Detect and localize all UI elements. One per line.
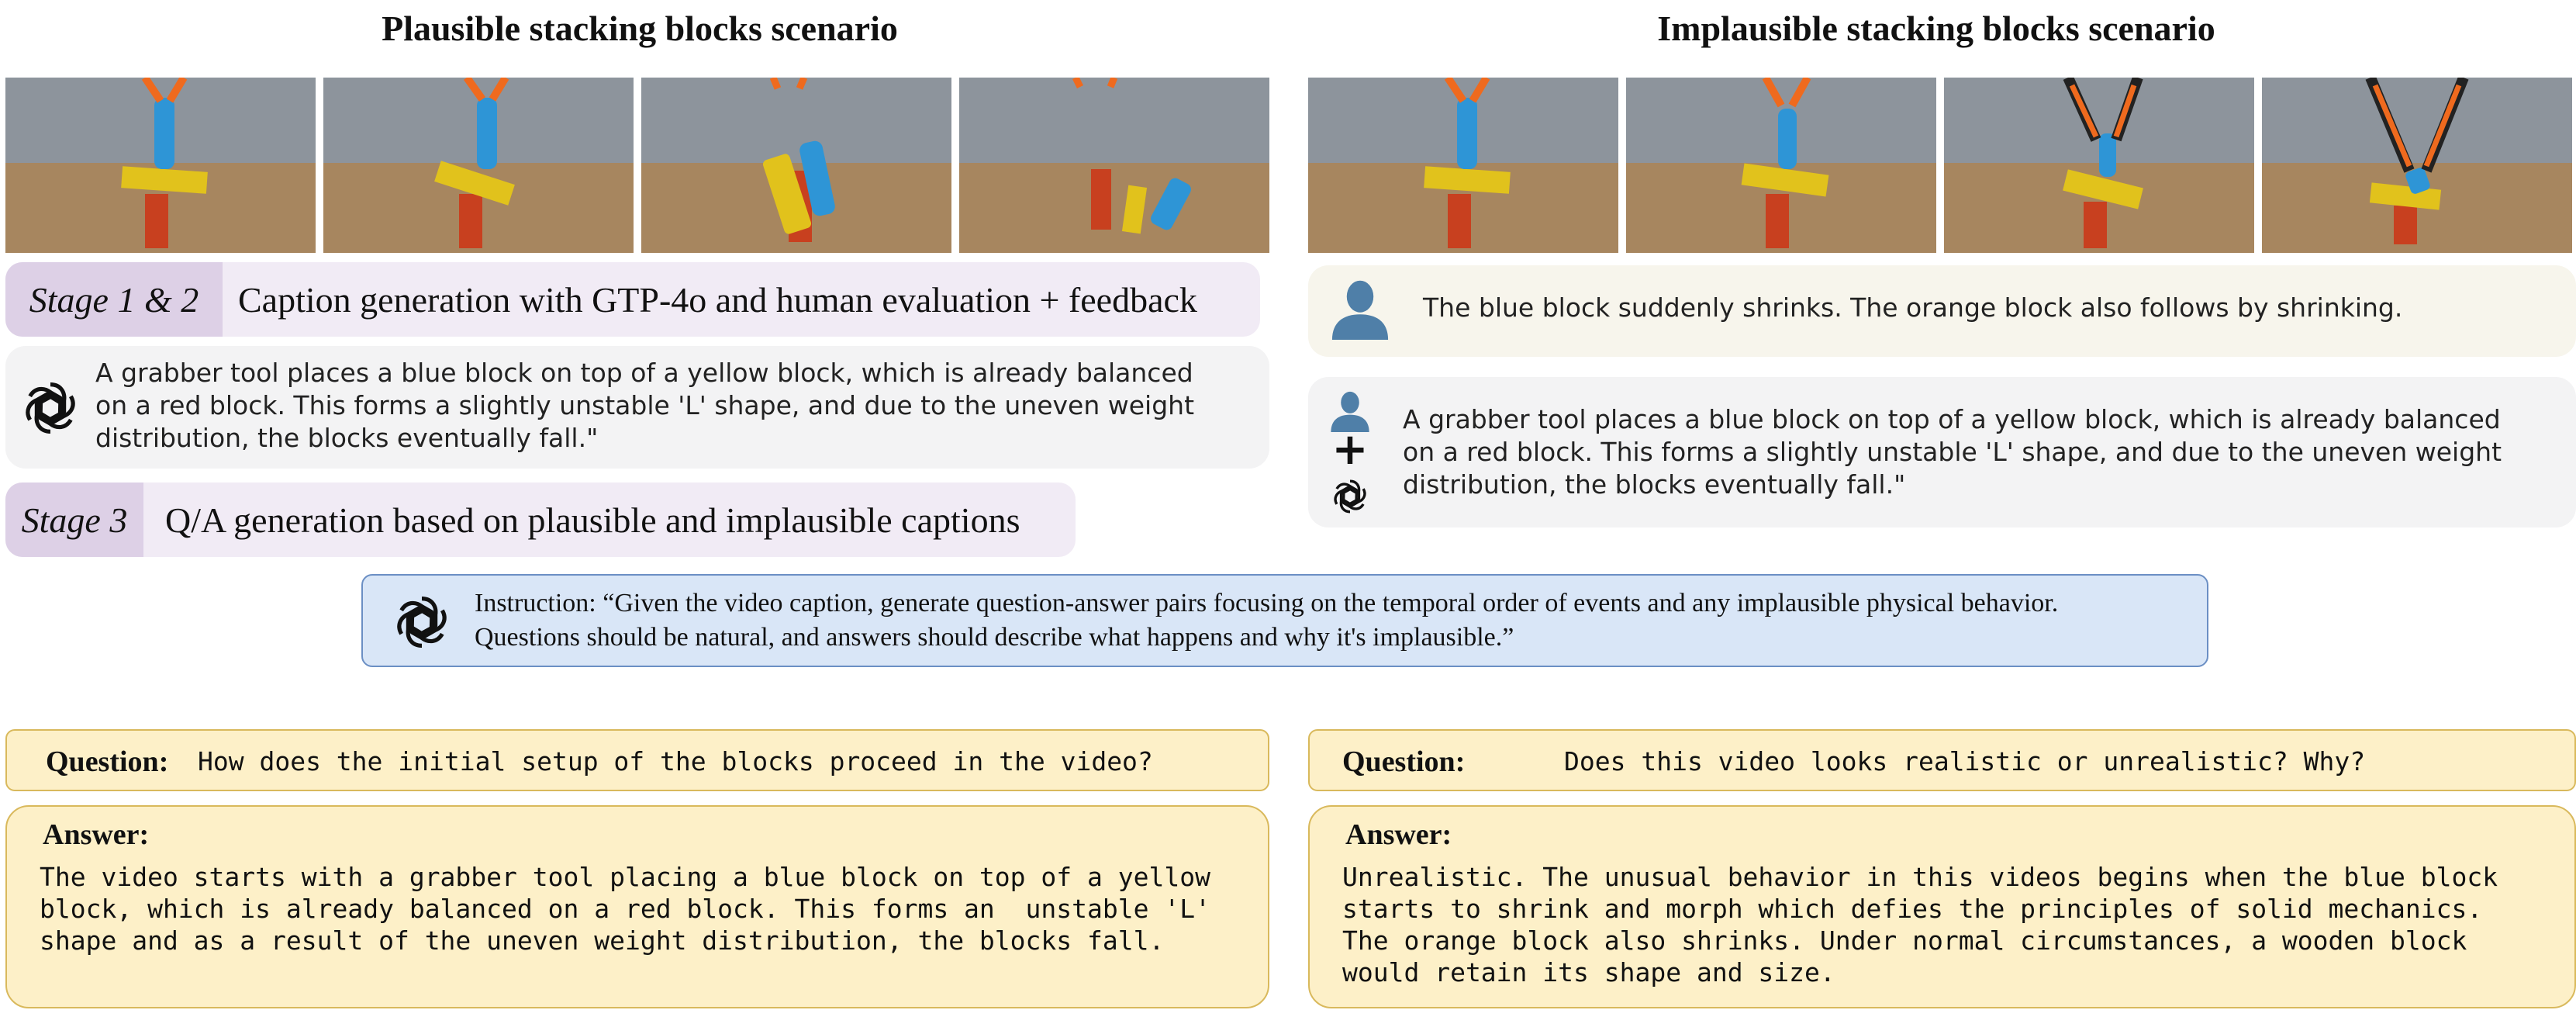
video-frame-plausible-2 [323, 78, 634, 253]
implausible-question-box [1308, 729, 2576, 791]
answer-line: would retain its shape and size. [1342, 957, 1835, 988]
stage-3-tag: Stage 3 [5, 483, 143, 557]
caption-line: distribution, the blocks eventually fall." [1403, 469, 1906, 500]
caption-line: A grabber tool places a blue block on top of a yellow block, which is already balanced [95, 358, 1193, 388]
answer-line: Unrealistic. The unusual behavior in this videos begins when the blue block [1342, 862, 2498, 892]
human-caption-box [1308, 265, 2576, 357]
chatgpt-icon [391, 591, 453, 653]
plus-icon: + [1331, 424, 1369, 475]
video-frame-plausible-1 [5, 78, 316, 253]
video-frame-plausible-3 [641, 78, 951, 253]
video-frame-implausible-2 [1626, 78, 1936, 253]
answer-line: starts to shrink and morph which defies the principles of solid mechanics. [1342, 894, 2483, 924]
user-icon [1328, 273, 1392, 343]
answer-label: Answer: [1345, 818, 1452, 851]
human-caption: The blue block suddenly shrinks. The orange block also follows by shrinking. [1423, 292, 2403, 323]
plausible-answer [40, 861, 1265, 956]
video-frame-plausible-4 [959, 78, 1269, 253]
plausible-question-box [5, 729, 1269, 791]
instruction-text [475, 586, 2204, 655]
answer-line: shape and as a result of the uneven weight distribution, the blocks fall. [40, 925, 1165, 956]
stage-3-box [5, 483, 1076, 557]
plausible-caption [95, 357, 1266, 455]
instruction-line: Questions should be natural, and answers should describe what happens and why it's implausible.” [475, 623, 1514, 652]
video-frame-implausible-3 [1944, 78, 2254, 253]
implausible-caption-box [1308, 377, 2576, 527]
implausible-question: Does this video looks realistic or unrealistic? Why? [1564, 746, 2366, 777]
chatgpt-icon [1330, 476, 1370, 517]
question-label: Question: [46, 745, 169, 778]
plausible-question: How does the initial setup of the blocks proceed in the video? [198, 746, 1153, 777]
implausible-caption [1403, 403, 2566, 501]
instruction-line: Instruction: “Given the video caption, generate question-answer pairs focusing on the temporal order of events and any implausible physical behavior. [475, 589, 2059, 617]
caption-line: distribution, the blocks eventually fall." [95, 423, 599, 453]
caption-line: A grabber tool places a blue block on top of a yellow block, which is already balanced [1403, 404, 2501, 434]
question-label: Question: [1342, 745, 1466, 778]
stage-1-2-box [5, 262, 1260, 337]
implausible-answer-box [1308, 805, 2576, 1008]
answer-line: The video starts with a grabber tool placing a blue block on top of a yellow [40, 862, 1210, 892]
caption-line: on a red block. This forms a slightly unstable 'L' shape, and due to the uneven weight [1403, 437, 2502, 467]
video-frame-implausible-4 [2262, 78, 2572, 253]
chatgpt-icon [19, 377, 81, 439]
stage-3-text: Q/A generation based on plausible and implausible captions [165, 500, 1020, 540]
plausible-answer-box [5, 805, 1269, 1008]
video-frame-implausible-1 [1308, 78, 1618, 253]
caption-line: on a red block. This forms a slightly unstable 'L' shape, and due to the uneven weight [95, 390, 1195, 420]
left-title: Plausible stacking blocks scenario [382, 9, 898, 48]
answer-line: block, which is already balanced on a red block. This forms an unstable 'L' [40, 894, 1210, 924]
right-title: Implausible stacking blocks scenario [1657, 9, 2215, 48]
implausible-answer [1342, 861, 2571, 988]
answer-line: The orange block also shrinks. Under normal circumstances, a wooden block [1342, 925, 2467, 956]
answer-label: Answer: [43, 818, 150, 851]
plausible-caption-box [5, 346, 1269, 469]
stage-1-2-tag: Stage 1 & 2 [5, 262, 223, 337]
instruction-box [361, 574, 2208, 667]
stage-1-2-text: Caption generation with GTP-4o and human evaluation + feedback [238, 279, 1197, 320]
